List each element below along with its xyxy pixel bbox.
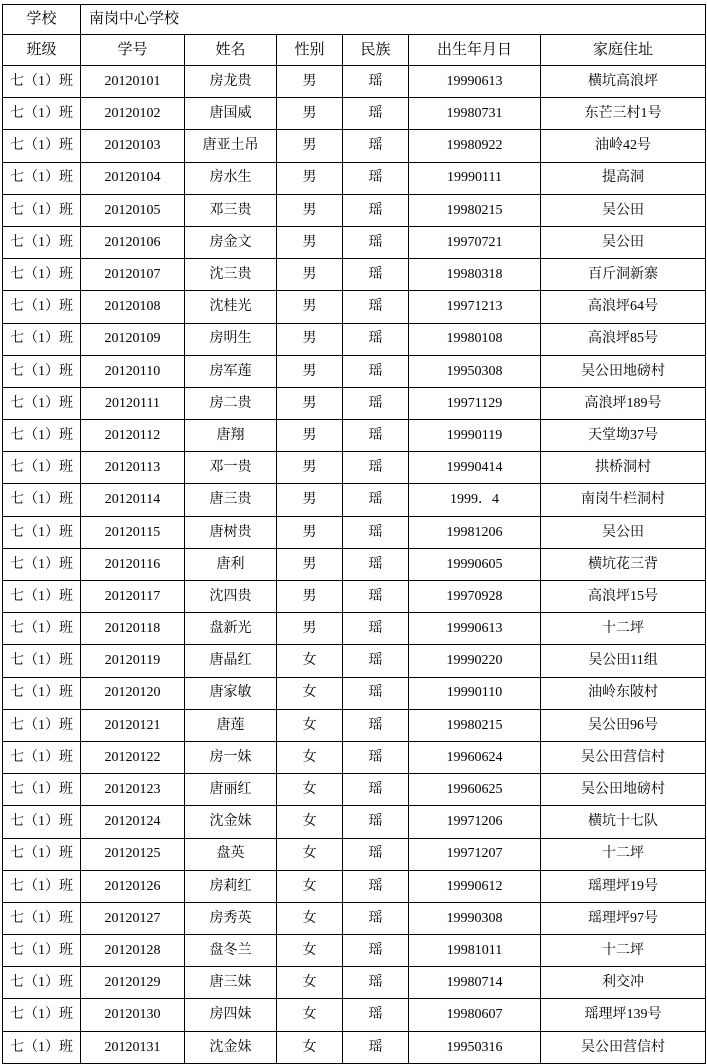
cell-name: 唐丽红 [185, 774, 277, 806]
cell-address: 横坑高浪坪 [541, 66, 706, 98]
cell-class: 七（1）班 [3, 935, 81, 967]
cell-ethnicity: 瑶 [343, 999, 409, 1031]
cell-ethnicity: 瑶 [343, 98, 409, 130]
cell-address: 南岗牛栏洞村 [541, 484, 706, 516]
cell-address: 瑶理坪97号 [541, 902, 706, 934]
student-roster-table [2, 4, 706, 1064]
cell-student-id: 20120109 [81, 323, 185, 355]
cell-student-id: 20120106 [81, 226, 185, 258]
cell-birthdate: 19980714 [409, 967, 541, 999]
cell-address: 天堂坳37号 [541, 420, 706, 452]
cell-name: 房军莲 [185, 355, 277, 387]
cell-name: 沈三贵 [185, 259, 277, 291]
table-row [3, 548, 706, 580]
cell-gender: 女 [277, 870, 343, 902]
table-row [3, 870, 706, 902]
table-row [3, 130, 706, 162]
cell-class: 七（1）班 [3, 387, 81, 419]
cell-ethnicity: 瑶 [343, 709, 409, 741]
cell-ethnicity: 瑶 [343, 838, 409, 870]
cell-class: 七（1）班 [3, 130, 81, 162]
cell-gender: 男 [277, 226, 343, 258]
cell-student-id: 20120116 [81, 548, 185, 580]
column-header-class: 班级 [3, 35, 81, 66]
cell-class: 七（1）班 [3, 98, 81, 130]
cell-ethnicity: 瑶 [343, 194, 409, 226]
cell-name: 唐亚土吊 [185, 130, 277, 162]
table-row [3, 806, 706, 838]
cell-birthdate: 19971206 [409, 806, 541, 838]
cell-class: 七（1）班 [3, 741, 81, 773]
cell-gender: 女 [277, 677, 343, 709]
cell-ethnicity: 瑶 [343, 420, 409, 452]
cell-address: 瑶理坪19号 [541, 870, 706, 902]
cell-name: 房莉红 [185, 870, 277, 902]
cell-birthdate: 19990605 [409, 548, 541, 580]
cell-name: 唐三妹 [185, 967, 277, 999]
cell-gender: 男 [277, 387, 343, 419]
cell-student-id: 20120120 [81, 677, 185, 709]
cell-birthdate: 1999．4 [409, 484, 541, 516]
cell-student-id: 20120131 [81, 1031, 185, 1063]
cell-ethnicity: 瑶 [343, 130, 409, 162]
cell-class: 七（1）班 [3, 420, 81, 452]
cell-student-id: 20120110 [81, 355, 185, 387]
cell-birthdate: 19990111 [409, 162, 541, 194]
table-row [3, 259, 706, 291]
cell-birthdate: 19971129 [409, 387, 541, 419]
cell-ethnicity: 瑶 [343, 259, 409, 291]
cell-gender: 女 [277, 838, 343, 870]
table-row [3, 645, 706, 677]
column-header-gender: 性别 [277, 35, 343, 66]
cell-student-id: 20120129 [81, 967, 185, 999]
cell-gender: 男 [277, 259, 343, 291]
cell-gender: 男 [277, 323, 343, 355]
cell-birthdate: 19980215 [409, 709, 541, 741]
cell-address: 吴公田营信村 [541, 1031, 706, 1063]
cell-gender: 女 [277, 935, 343, 967]
cell-class: 七（1）班 [3, 613, 81, 645]
cell-name: 邓三贵 [185, 194, 277, 226]
cell-birthdate: 19981011 [409, 935, 541, 967]
cell-ethnicity: 瑶 [343, 741, 409, 773]
cell-birthdate: 19980318 [409, 259, 541, 291]
cell-gender: 男 [277, 162, 343, 194]
cell-class: 七（1）班 [3, 259, 81, 291]
cell-student-id: 20120111 [81, 387, 185, 419]
cell-class: 七（1）班 [3, 548, 81, 580]
cell-gender: 女 [277, 741, 343, 773]
cell-student-id: 20120123 [81, 774, 185, 806]
cell-name: 沈四贵 [185, 581, 277, 613]
cell-address: 吴公田 [541, 194, 706, 226]
cell-student-id: 20120101 [81, 66, 185, 98]
table-row [3, 999, 706, 1031]
table-row [3, 484, 706, 516]
cell-student-id: 20120104 [81, 162, 185, 194]
cell-gender: 男 [277, 484, 343, 516]
table-row [3, 66, 706, 98]
cell-gender: 女 [277, 645, 343, 677]
cell-student-id: 20120122 [81, 741, 185, 773]
cell-birthdate: 19990119 [409, 420, 541, 452]
cell-address: 十二坪 [541, 935, 706, 967]
cell-class: 七（1）班 [3, 66, 81, 98]
cell-student-id: 20120119 [81, 645, 185, 677]
cell-gender: 男 [277, 98, 343, 130]
table-row [3, 194, 706, 226]
cell-address: 利交冲 [541, 967, 706, 999]
cell-class: 七（1）班 [3, 162, 81, 194]
cell-name: 房水生 [185, 162, 277, 194]
table-row [3, 774, 706, 806]
cell-class: 七（1）班 [3, 291, 81, 323]
cell-address: 吴公田地磅村 [541, 355, 706, 387]
cell-name: 盘冬兰 [185, 935, 277, 967]
cell-class: 七（1）班 [3, 355, 81, 387]
cell-address: 高浪坪64号 [541, 291, 706, 323]
table-row [3, 967, 706, 999]
table-row [3, 1031, 706, 1063]
cell-birthdate: 19981206 [409, 516, 541, 548]
cell-birthdate: 19990613 [409, 66, 541, 98]
cell-ethnicity: 瑶 [343, 387, 409, 419]
cell-address: 横坑十七队 [541, 806, 706, 838]
cell-ethnicity: 瑶 [343, 516, 409, 548]
cell-gender: 男 [277, 613, 343, 645]
table-row [3, 291, 706, 323]
cell-class: 七（1）班 [3, 323, 81, 355]
cell-student-id: 20120130 [81, 999, 185, 1031]
cell-name: 盘英 [185, 838, 277, 870]
cell-address: 十二坪 [541, 838, 706, 870]
cell-address: 十二坪 [541, 613, 706, 645]
cell-name: 沈桂光 [185, 291, 277, 323]
cell-student-id: 20120107 [81, 259, 185, 291]
cell-gender: 男 [277, 355, 343, 387]
cell-birthdate: 19980731 [409, 98, 541, 130]
cell-gender: 男 [277, 291, 343, 323]
cell-class: 七（1）班 [3, 452, 81, 484]
cell-name: 房一妹 [185, 741, 277, 773]
cell-gender: 男 [277, 548, 343, 580]
column-header-ethnicity: 民族 [343, 35, 409, 66]
table-row [3, 613, 706, 645]
cell-address: 横坑花三背 [541, 548, 706, 580]
table-row [3, 677, 706, 709]
cell-gender: 女 [277, 774, 343, 806]
cell-student-id: 20120102 [81, 98, 185, 130]
table-row [3, 935, 706, 967]
cell-ethnicity: 瑶 [343, 613, 409, 645]
cell-name: 唐翔 [185, 420, 277, 452]
cell-ethnicity: 瑶 [343, 484, 409, 516]
cell-gender: 男 [277, 581, 343, 613]
cell-gender: 女 [277, 1031, 343, 1063]
cell-birthdate: 19990220 [409, 645, 541, 677]
cell-class: 七（1）班 [3, 709, 81, 741]
cell-address: 油岭42号 [541, 130, 706, 162]
cell-student-id: 20120117 [81, 581, 185, 613]
cell-birthdate: 19950316 [409, 1031, 541, 1063]
cell-address: 高浪坪85号 [541, 323, 706, 355]
cell-student-id: 20120112 [81, 420, 185, 452]
cell-ethnicity: 瑶 [343, 581, 409, 613]
table-header-row [3, 35, 706, 66]
cell-name: 房金文 [185, 226, 277, 258]
column-header-address: 家庭住址 [541, 35, 706, 66]
cell-birthdate: 19990110 [409, 677, 541, 709]
table-row [3, 98, 706, 130]
cell-student-id: 20120124 [81, 806, 185, 838]
cell-class: 七（1）班 [3, 967, 81, 999]
cell-ethnicity: 瑶 [343, 452, 409, 484]
cell-birthdate: 19990414 [409, 452, 541, 484]
cell-gender: 男 [277, 130, 343, 162]
cell-birthdate: 19990612 [409, 870, 541, 902]
table-row [3, 387, 706, 419]
cell-address: 吴公田营信村 [541, 741, 706, 773]
cell-name: 房四妹 [185, 999, 277, 1031]
table-row [3, 741, 706, 773]
cell-gender: 女 [277, 806, 343, 838]
cell-student-id: 20120108 [81, 291, 185, 323]
cell-address: 拱桥洞村 [541, 452, 706, 484]
cell-name: 房明生 [185, 323, 277, 355]
cell-student-id: 20120115 [81, 516, 185, 548]
cell-birthdate: 19980607 [409, 999, 541, 1031]
cell-class: 七（1）班 [3, 581, 81, 613]
table-row [3, 902, 706, 934]
cell-address: 油岭东陂村 [541, 677, 706, 709]
cell-student-id: 20120114 [81, 484, 185, 516]
cell-birthdate: 19960625 [409, 774, 541, 806]
cell-class: 七（1）班 [3, 194, 81, 226]
table-row [3, 838, 706, 870]
cell-birthdate: 19960624 [409, 741, 541, 773]
cell-birthdate: 19971213 [409, 291, 541, 323]
cell-gender: 女 [277, 967, 343, 999]
cell-class: 七（1）班 [3, 902, 81, 934]
cell-gender: 男 [277, 516, 343, 548]
table-row [3, 581, 706, 613]
cell-address: 吴公田 [541, 516, 706, 548]
cell-address: 百斤洞新寨 [541, 259, 706, 291]
cell-gender: 女 [277, 709, 343, 741]
cell-address: 高浪坪189号 [541, 387, 706, 419]
cell-ethnicity: 瑶 [343, 355, 409, 387]
cell-birthdate: 19950308 [409, 355, 541, 387]
cell-class: 七（1）班 [3, 516, 81, 548]
cell-ethnicity: 瑶 [343, 806, 409, 838]
table-row [3, 516, 706, 548]
cell-birthdate: 19971207 [409, 838, 541, 870]
cell-student-id: 20120125 [81, 838, 185, 870]
cell-class: 七（1）班 [3, 870, 81, 902]
school-title-row [3, 5, 706, 35]
cell-gender: 女 [277, 902, 343, 934]
cell-name: 沈金妹 [185, 1031, 277, 1063]
cell-gender: 男 [277, 420, 343, 452]
cell-name: 唐家敏 [185, 677, 277, 709]
cell-birthdate: 19990613 [409, 613, 541, 645]
cell-ethnicity: 瑶 [343, 902, 409, 934]
cell-student-id: 20120126 [81, 870, 185, 902]
cell-gender: 男 [277, 66, 343, 98]
cell-name: 唐国威 [185, 98, 277, 130]
column-header-student-id: 学号 [81, 35, 185, 66]
table-row [3, 162, 706, 194]
cell-address: 吴公田96号 [541, 709, 706, 741]
cell-class: 七（1）班 [3, 774, 81, 806]
cell-name: 邓一贵 [185, 452, 277, 484]
table-row [3, 452, 706, 484]
cell-name: 沈金妹 [185, 806, 277, 838]
cell-student-id: 20120105 [81, 194, 185, 226]
cell-student-id: 20120103 [81, 130, 185, 162]
cell-address: 吴公田11组 [541, 645, 706, 677]
cell-ethnicity: 瑶 [343, 967, 409, 999]
cell-birthdate: 19980922 [409, 130, 541, 162]
cell-ethnicity: 瑶 [343, 935, 409, 967]
cell-name: 房秀英 [185, 902, 277, 934]
cell-address: 瑶理坪139号 [541, 999, 706, 1031]
cell-name: 唐莲 [185, 709, 277, 741]
cell-class: 七（1）班 [3, 1031, 81, 1063]
cell-ethnicity: 瑶 [343, 870, 409, 902]
cell-birthdate: 19980215 [409, 194, 541, 226]
cell-name: 房龙贵 [185, 66, 277, 98]
cell-ethnicity: 瑶 [343, 323, 409, 355]
cell-address: 高浪坪15号 [541, 581, 706, 613]
table-row [3, 323, 706, 355]
cell-name: 唐树贵 [185, 516, 277, 548]
cell-student-id: 20120127 [81, 902, 185, 934]
cell-class: 七（1）班 [3, 806, 81, 838]
cell-class: 七（1）班 [3, 838, 81, 870]
cell-name: 盘新光 [185, 613, 277, 645]
cell-gender: 男 [277, 452, 343, 484]
cell-student-id: 20120128 [81, 935, 185, 967]
cell-address: 东芒三村1号 [541, 98, 706, 130]
table-row [3, 709, 706, 741]
cell-address: 吴公田 [541, 226, 706, 258]
cell-ethnicity: 瑶 [343, 548, 409, 580]
cell-address: 吴公田地磅村 [541, 774, 706, 806]
cell-address: 提高洞 [541, 162, 706, 194]
cell-class: 七（1）班 [3, 645, 81, 677]
cell-class: 七（1）班 [3, 999, 81, 1031]
cell-gender: 男 [277, 194, 343, 226]
cell-ethnicity: 瑶 [343, 677, 409, 709]
cell-birthdate: 19990308 [409, 902, 541, 934]
cell-class: 七（1）班 [3, 677, 81, 709]
table-row [3, 226, 706, 258]
column-header-name: 姓名 [185, 35, 277, 66]
cell-birthdate: 19970928 [409, 581, 541, 613]
cell-ethnicity: 瑶 [343, 226, 409, 258]
table-row [3, 420, 706, 452]
cell-ethnicity: 瑶 [343, 66, 409, 98]
cell-ethnicity: 瑶 [343, 645, 409, 677]
cell-class: 七（1）班 [3, 484, 81, 516]
cell-name: 唐晶红 [185, 645, 277, 677]
cell-name: 唐三贵 [185, 484, 277, 516]
cell-ethnicity: 瑶 [343, 774, 409, 806]
cell-class: 七（1）班 [3, 226, 81, 258]
school-name: 南岗中心学校 [81, 5, 706, 35]
cell-student-id: 20120113 [81, 452, 185, 484]
cell-student-id: 20120118 [81, 613, 185, 645]
cell-birthdate: 19970721 [409, 226, 541, 258]
cell-student-id: 20120121 [81, 709, 185, 741]
cell-birthdate: 19980108 [409, 323, 541, 355]
cell-name: 唐利 [185, 548, 277, 580]
cell-ethnicity: 瑶 [343, 291, 409, 323]
cell-gender: 女 [277, 999, 343, 1031]
cell-ethnicity: 瑶 [343, 162, 409, 194]
table-row [3, 355, 706, 387]
school-label: 学校 [3, 5, 81, 35]
cell-name: 房二贵 [185, 387, 277, 419]
cell-ethnicity: 瑶 [343, 1031, 409, 1063]
column-header-birthdate: 出生年月日 [409, 35, 541, 66]
